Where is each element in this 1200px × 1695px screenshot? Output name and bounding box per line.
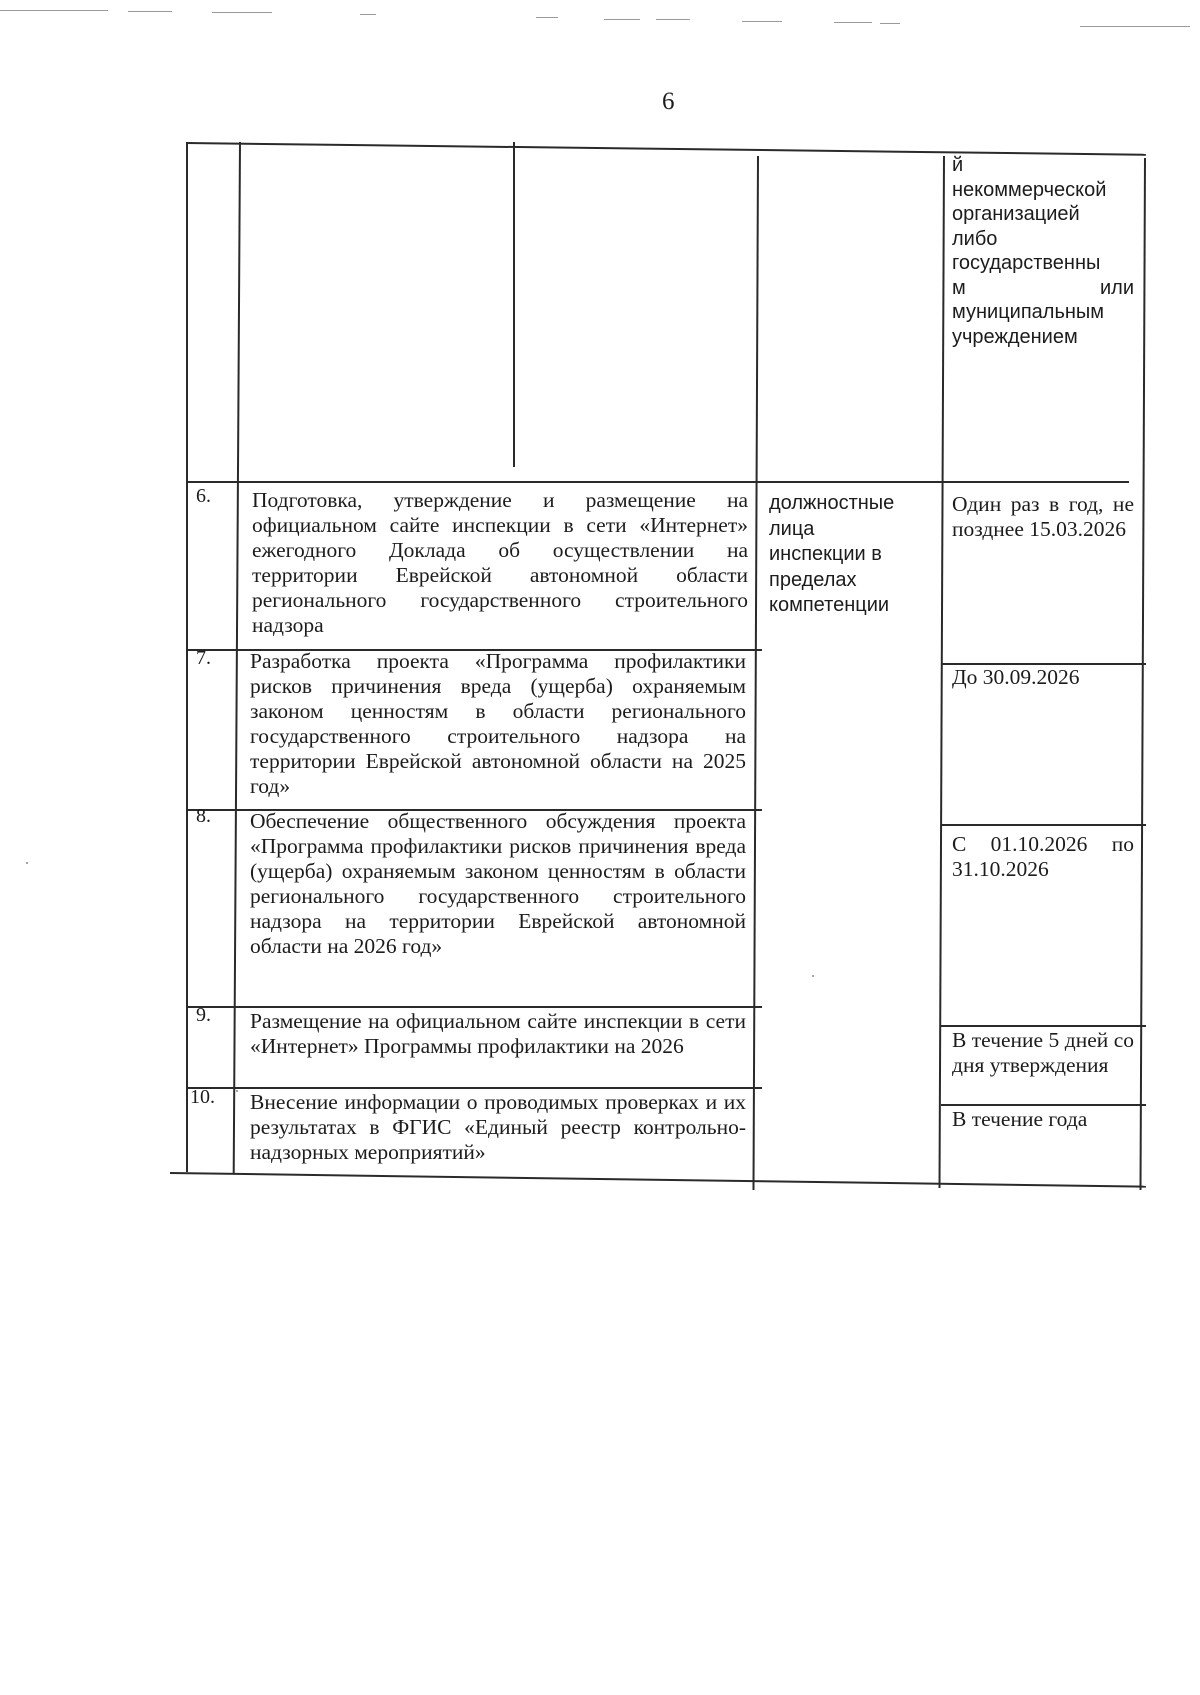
deadline-text: В течение 5 дней со дня утверждения [952, 1028, 1134, 1077]
responsible-line: пределах [769, 568, 857, 591]
continuation-line: й [952, 154, 964, 176]
responsible-line: лица [769, 517, 815, 540]
deadline-text: С 01.10.2026 по 31.10.2026 [952, 832, 1134, 881]
deadline-text: Один раз в год, не позднее 15.03.2026 [952, 492, 1134, 541]
scan-speck [26, 862, 28, 864]
continuation-line: государственны [952, 252, 1101, 274]
continuation-line: м или [952, 276, 1134, 299]
continuation-line: некоммерческой [952, 178, 1107, 201]
scan-speck [812, 975, 814, 977]
responsible-line: инспекции в [769, 543, 882, 565]
responsible-line: должностные [769, 492, 895, 514]
continuation-line: учреждением [952, 325, 1078, 348]
row-number: 6. [196, 485, 211, 507]
action-text: Разработка проекта «Программа профилактики рисков причинения вреда (ущерба) охраняемым законом ценностям в области регионального государственного строительного надзора на территории Еврейской автономной области на 2025 год» [250, 649, 746, 798]
row-number: 9. [196, 1004, 211, 1026]
row-number: 10. [190, 1086, 215, 1108]
scan-speck [236, 1090, 238, 1092]
deadline-text: До 30.09.2026 [952, 665, 1080, 689]
row-number: 7. [196, 647, 211, 669]
page-number: 6 [662, 88, 675, 115]
action-text: Внесение информации о проводимых проверках и их результатах в ФГИС «Единый реестр контрольно-надзорных мероприятий» [250, 1090, 746, 1164]
continuation-line: организацией [952, 203, 1080, 225]
continuation-line: либо [952, 227, 998, 250]
responsible-cell [769, 491, 934, 619]
responsible-line: компетенции [769, 594, 890, 616]
plan-table [186, 142, 1146, 1182]
deadline-text: В течение года [952, 1107, 1088, 1131]
row-number: 8. [196, 805, 211, 827]
action-text: Размещение на официальном сайте инспекции в сети «Интернет» Программы профилактики на 2026 [250, 1009, 746, 1058]
action-text: Подготовка, утверждение и размещение на официальном сайте инспекции в сети «Интернет» ежегодного Доклада об осуществлении на территории Еврейской автономной области регионального государственного строительного надзора [252, 488, 748, 637]
continuation-line: муниципальным [952, 301, 1105, 323]
action-text: Обеспечение общественного обсуждения проекта «Программа профилактики рисков причинения вреда (ущерба) охраняемым законом ценностям в области регионального государственного строительного надзора на территории Еврейской автономной области на 2026 год» [250, 809, 746, 958]
continuation-cell [952, 153, 1134, 349]
scan-edge-marks [0, 0, 1200, 30]
